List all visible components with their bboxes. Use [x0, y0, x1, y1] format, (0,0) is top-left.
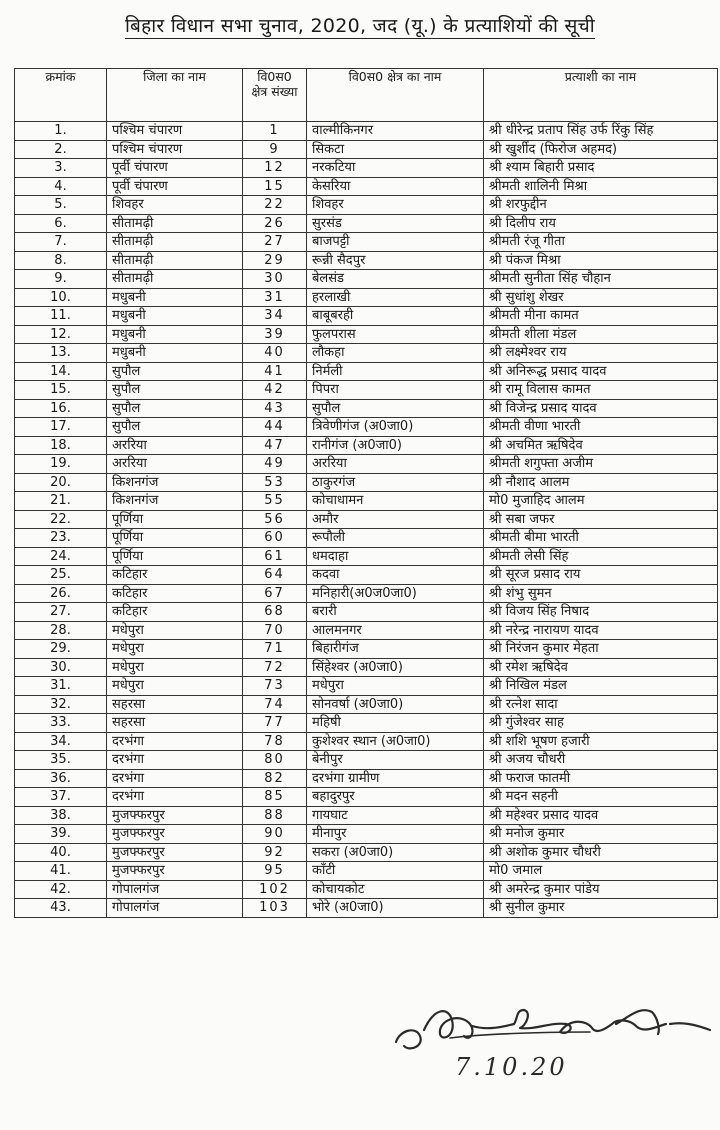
constituency-name-cell: सुरसंड [307, 214, 484, 233]
candidate-cell: श्री निरंजन कुमार मेहता [484, 640, 718, 659]
constituency-name-cell: ठाकुरगंज [307, 473, 484, 492]
constituency-number-cell: 9 [243, 140, 307, 159]
table-row [15, 233, 718, 252]
district-cell: दरभंगा [107, 751, 243, 770]
constituency-number-cell: 56 [243, 510, 307, 529]
table-row [15, 196, 718, 215]
constituency-number-cell: 39 [243, 325, 307, 344]
constituency-number-cell: 27 [243, 233, 307, 252]
constituency-number-cell: 42 [243, 381, 307, 400]
constituency-name-cell: फुलपरास [307, 325, 484, 344]
constituency-name-cell: त्रिवेणीगंज (अ0जा0) [307, 418, 484, 437]
candidate-cell: श्री दिलीप राय [484, 214, 718, 233]
table-row [15, 584, 718, 603]
constituency-name-cell: बाबूबरही [307, 307, 484, 326]
constituency-number-cell: 40 [243, 344, 307, 363]
constituency-number-cell: 34 [243, 307, 307, 326]
table-row [15, 307, 718, 326]
candidate-cell: श्री मदन सहनी [484, 788, 718, 807]
constituency-number-cell: 41 [243, 362, 307, 381]
constituency-name-cell: गायघाट [307, 806, 484, 825]
candidate-cell: श्रीमती बीमा भारती [484, 529, 718, 548]
table-row [15, 399, 718, 418]
constituency-name-cell: मधेपुरा [307, 677, 484, 696]
district-cell: सीतामढ़ी [107, 214, 243, 233]
candidate-cell: श्री शंभु सुमन [484, 584, 718, 603]
constituency-number-cell: 53 [243, 473, 307, 492]
district-cell: मधुबनी [107, 288, 243, 307]
table-row [15, 288, 718, 307]
constituency-number-cell: 95 [243, 862, 307, 881]
table-row [15, 714, 718, 733]
candidate-cell: श्री सुनील कुमार [484, 899, 718, 918]
candidate-cell: श्री अजय चौधरी [484, 751, 718, 770]
district-cell: सीतामढ़ी [107, 270, 243, 289]
candidate-cell: मो0 मुजाहिद आलम [484, 492, 718, 511]
table-row [15, 492, 718, 511]
candidate-cell: श्री शरफुद्दीन [484, 196, 718, 215]
candidate-cell: श्रीमती शगुफ्ता अजीम [484, 455, 718, 474]
table-row [15, 122, 718, 141]
sno-cell: 3. [15, 159, 107, 178]
candidate-cell: श्री नरेन्द्र नारायण यादव [484, 621, 718, 640]
header-sno: क्रमांक [15, 69, 107, 122]
district-cell: मुजफ्फरपुर [107, 825, 243, 844]
district-cell: दरभंगा [107, 732, 243, 751]
constituency-number-cell: 88 [243, 806, 307, 825]
sno-cell: 34. [15, 732, 107, 751]
district-cell: मुजफ्फरपुर [107, 806, 243, 825]
district-cell: मधेपुरा [107, 640, 243, 659]
table-row [15, 140, 718, 159]
district-cell: पूर्वी चंपारण [107, 177, 243, 196]
sno-cell: 13. [15, 344, 107, 363]
header-constituency-name: वि0स0 क्षेत्र का नाम [307, 69, 484, 122]
district-cell: सहरसा [107, 695, 243, 714]
constituency-name-cell: महिषी [307, 714, 484, 733]
header-candidate: प्रत्याशी का नाम [484, 69, 718, 122]
constituency-number-cell: 73 [243, 677, 307, 696]
sno-cell: 23. [15, 529, 107, 548]
table-row [15, 177, 718, 196]
candidate-cell: श्री पंकज मिश्रा [484, 251, 718, 270]
table-row [15, 899, 718, 918]
district-cell: गोपालगंज [107, 880, 243, 899]
constituency-name-cell: नरकटिया [307, 159, 484, 178]
constituency-name-cell: रून्नी सैदपुर [307, 251, 484, 270]
constituency-name-cell: निर्मली [307, 362, 484, 381]
constituency-name-cell: दरभंगा ग्रामीण [307, 769, 484, 788]
district-cell: पूर्वी चंपारण [107, 159, 243, 178]
constituency-name-cell: केसरिया [307, 177, 484, 196]
signature [390, 990, 720, 1100]
district-cell: मधुबनी [107, 344, 243, 363]
table-row [15, 751, 718, 770]
table-row [15, 658, 718, 677]
candidate-cell: श्री निखिल मंडल [484, 677, 718, 696]
district-cell: कटिहार [107, 584, 243, 603]
constituency-name-cell: अमौर [307, 510, 484, 529]
table-row [15, 695, 718, 714]
sno-cell: 8. [15, 251, 107, 270]
table-row [15, 769, 718, 788]
table-row [15, 418, 718, 437]
sno-cell: 43. [15, 899, 107, 918]
district-cell: किशनगंज [107, 492, 243, 511]
candidate-cell: श्रीमती लेसी सिंह [484, 547, 718, 566]
constituency-number-cell: 74 [243, 695, 307, 714]
district-cell: शिवहर [107, 196, 243, 215]
table-row [15, 547, 718, 566]
sno-cell: 33. [15, 714, 107, 733]
table-row [15, 436, 718, 455]
constituency-number-cell: 29 [243, 251, 307, 270]
constituency-number-cell: 15 [243, 177, 307, 196]
table-row [15, 806, 718, 825]
constituency-name-cell: सोनवर्षा (अ0जा0) [307, 695, 484, 714]
candidate-cell: श्री अमरेन्द्र कुमार पांडेय [484, 880, 718, 899]
constituency-name-cell: कदवा [307, 566, 484, 585]
candidate-cell: श्री रत्नेश सादा [484, 695, 718, 714]
district-cell: सुपौल [107, 362, 243, 381]
constituency-name-cell: सिकटा [307, 140, 484, 159]
sno-cell: 28. [15, 621, 107, 640]
constituency-number-cell: 43 [243, 399, 307, 418]
sno-cell: 4. [15, 177, 107, 196]
constituency-number-cell: 12 [243, 159, 307, 178]
candidate-cell: श्री नौशाद आलम [484, 473, 718, 492]
constituency-name-cell: मीनापुर [307, 825, 484, 844]
constituency-number-cell: 70 [243, 621, 307, 640]
district-cell: अररिया [107, 436, 243, 455]
table-row [15, 251, 718, 270]
district-cell: किशनगंज [107, 473, 243, 492]
constituency-name-cell: सुपौल [307, 399, 484, 418]
constituency-number-cell: 103 [243, 899, 307, 918]
candidate-cell: श्रीमती सुनीता सिंह चौहान [484, 270, 718, 289]
candidate-cell: श्री विजेन्द्र प्रसाद यादव [484, 399, 718, 418]
constituency-number-cell: 71 [243, 640, 307, 659]
constituency-name-cell: भोरे (अ0जा0) [307, 899, 484, 918]
table-row [15, 788, 718, 807]
sno-cell: 39. [15, 825, 107, 844]
constituency-name-cell: बेनीपुर [307, 751, 484, 770]
candidate-cell: श्री सबा जफर [484, 510, 718, 529]
district-cell: अररिया [107, 455, 243, 474]
table-row [15, 529, 718, 548]
header-district: जिला का नाम [107, 69, 243, 122]
constituency-name-cell: अररिया [307, 455, 484, 474]
constituency-number-cell: 55 [243, 492, 307, 511]
district-cell: गोपालगंज [107, 899, 243, 918]
district-cell: मधेपुरा [107, 658, 243, 677]
sno-cell: 19. [15, 455, 107, 474]
table-row [15, 381, 718, 400]
constituency-number-cell: 85 [243, 788, 307, 807]
candidate-cell: मो0 जमाल [484, 862, 718, 881]
constituency-name-cell: कुशेश्वर स्थान (अ0जा0) [307, 732, 484, 751]
table-row [15, 621, 718, 640]
constituency-number-cell: 82 [243, 769, 307, 788]
constituency-name-cell: आलमनगर [307, 621, 484, 640]
candidate-cell: श्री अनिरूद्ध प्रसाद यादव [484, 362, 718, 381]
district-cell: कटिहार [107, 566, 243, 585]
district-cell: सुपौल [107, 399, 243, 418]
constituency-name-cell: वाल्मीकिनगर [307, 122, 484, 141]
constituency-number-cell: 61 [243, 547, 307, 566]
district-cell: मधुबनी [107, 307, 243, 326]
constituency-name-cell: बरारी [307, 603, 484, 622]
sno-cell: 25. [15, 566, 107, 585]
sno-cell: 18. [15, 436, 107, 455]
sno-cell: 29. [15, 640, 107, 659]
document-title: बिहार विधान सभा चुनाव, 2020, जद (यू.) के प्रत्याशियों की सूची [125, 15, 595, 37]
constituency-number-cell: 60 [243, 529, 307, 548]
constituency-name-cell: बेलसंड [307, 270, 484, 289]
table-row [15, 510, 718, 529]
table-row [15, 640, 718, 659]
sno-cell: 41. [15, 862, 107, 881]
table-row [15, 566, 718, 585]
table-row [15, 473, 718, 492]
table-row [15, 880, 718, 899]
constituency-number-cell: 47 [243, 436, 307, 455]
sno-cell: 16. [15, 399, 107, 418]
table-row [15, 159, 718, 178]
table-row [15, 455, 718, 474]
constituency-number-cell: 80 [243, 751, 307, 770]
sno-cell: 12. [15, 325, 107, 344]
sno-cell: 7. [15, 233, 107, 252]
district-cell: मधुबनी [107, 325, 243, 344]
candidate-cell: श्री श्याम बिहारी प्रसाद [484, 159, 718, 178]
district-cell: मुजफ्फरपुर [107, 843, 243, 862]
candidate-cell: श्री खुर्शीद (फिरोज अहमद) [484, 140, 718, 159]
constituency-name-cell: रूपौली [307, 529, 484, 548]
table-row [15, 214, 718, 233]
sno-cell: 36. [15, 769, 107, 788]
sno-cell: 14. [15, 362, 107, 381]
constituency-name-cell: कोचायकोट [307, 880, 484, 899]
sno-cell: 31. [15, 677, 107, 696]
sno-cell: 11. [15, 307, 107, 326]
table-row [15, 603, 718, 622]
sno-cell: 5. [15, 196, 107, 215]
candidate-cell: श्रीमती शालिनी मिश्रा [484, 177, 718, 196]
table-row [15, 344, 718, 363]
sno-cell: 32. [15, 695, 107, 714]
constituency-name-cell: सिंहेश्वर (अ0जा0) [307, 658, 484, 677]
candidate-cell: श्रीमती रंजू गीता [484, 233, 718, 252]
candidate-cell: श्री सूरज प्रसाद राय [484, 566, 718, 585]
constituency-number-cell: 102 [243, 880, 307, 899]
constituency-name-cell: बाजपट्टी [307, 233, 484, 252]
candidate-cell: श्रीमती मीना कामत [484, 307, 718, 326]
district-cell: पूर्णिया [107, 529, 243, 548]
constituency-number-cell: 26 [243, 214, 307, 233]
sno-cell: 27. [15, 603, 107, 622]
table-row [15, 677, 718, 696]
candidate-cell: श्री लक्ष्मेश्वर राय [484, 344, 718, 363]
constituency-name-cell: बिहारीगंज [307, 640, 484, 659]
constituency-name-cell: लौकहा [307, 344, 484, 363]
district-cell: मुजफ्फरपुर [107, 862, 243, 881]
sno-cell: 37. [15, 788, 107, 807]
constituency-number-cell: 67 [243, 584, 307, 603]
constituency-name-cell: धमदाहा [307, 547, 484, 566]
district-cell: सुपौल [107, 381, 243, 400]
table-row [15, 325, 718, 344]
constituency-number-cell: 44 [243, 418, 307, 437]
constituency-number-cell: 77 [243, 714, 307, 733]
candidate-cell: श्री महेश्वर प्रसाद यादव [484, 806, 718, 825]
constituency-number-cell: 49 [243, 455, 307, 474]
candidate-cell: श्री सुधांशु शेखर [484, 288, 718, 307]
candidate-cell: श्री गुंजेश्वर साह [484, 714, 718, 733]
sno-cell: 2. [15, 140, 107, 159]
constituency-name-cell: सकरा (अ0जा0) [307, 843, 484, 862]
district-cell: पश्चिम चंपारण [107, 140, 243, 159]
constituency-number-cell: 78 [243, 732, 307, 751]
constituency-name-cell: कोचाधामन [307, 492, 484, 511]
constituency-number-cell: 22 [243, 196, 307, 215]
candidate-cell: श्री रमेश ऋषिदेव [484, 658, 718, 677]
district-cell: सहरसा [107, 714, 243, 733]
constituency-name-cell: पिपरा [307, 381, 484, 400]
candidate-cell: श्री मनोज कुमार [484, 825, 718, 844]
constituency-number-cell: 31 [243, 288, 307, 307]
sno-cell: 1. [15, 122, 107, 141]
district-cell: पूर्णिया [107, 547, 243, 566]
district-cell: सीतामढ़ी [107, 233, 243, 252]
district-cell: सुपौल [107, 418, 243, 437]
sno-cell: 9. [15, 270, 107, 289]
table-row [15, 862, 718, 881]
candidate-cell: श्रीमती शीला मंडल [484, 325, 718, 344]
constituency-name-cell: बहादुरपुर [307, 788, 484, 807]
district-cell: पूर्णिया [107, 510, 243, 529]
constituency-number-cell: 30 [243, 270, 307, 289]
table-row [15, 732, 718, 751]
sno-cell: 26. [15, 584, 107, 603]
candidate-cell: श्री अशोक कुमार चौधरी [484, 843, 718, 862]
district-cell: सीतामढ़ी [107, 251, 243, 270]
sno-cell: 17. [15, 418, 107, 437]
district-cell: दरभंगा [107, 769, 243, 788]
candidate-cell: श्री धीरेन्द्र प्रताप सिंह उर्फ रिंकु सिंह [484, 122, 718, 141]
sno-cell: 20. [15, 473, 107, 492]
district-cell: मधेपुरा [107, 677, 243, 696]
district-cell: मधेपुरा [107, 621, 243, 640]
candidate-cell: श्री विजय सिंह निषाद [484, 603, 718, 622]
constituency-name-cell: काँटी [307, 862, 484, 881]
district-cell: पश्चिम चंपारण [107, 122, 243, 141]
candidate-cell: श्री रामू विलास कामत [484, 381, 718, 400]
constituency-name-cell: शिवहर [307, 196, 484, 215]
district-cell: दरभंगा [107, 788, 243, 807]
constituency-name-cell: हरलाखी [307, 288, 484, 307]
candidate-table [14, 68, 718, 918]
constituency-number-cell: 1 [243, 122, 307, 141]
sno-cell: 6. [15, 214, 107, 233]
table-row [15, 362, 718, 381]
sno-cell: 22. [15, 510, 107, 529]
constituency-number-cell: 64 [243, 566, 307, 585]
signature-date: 7.10.20 [455, 1053, 568, 1081]
sno-cell: 35. [15, 751, 107, 770]
constituency-name-cell: मनिहारी(अ0ज0जा0) [307, 584, 484, 603]
candidate-cell: श्री अचमित ऋषिदेव [484, 436, 718, 455]
table-row [15, 843, 718, 862]
sno-cell: 15. [15, 381, 107, 400]
constituency-name-cell: रानीगंज (अ0जा0) [307, 436, 484, 455]
sno-cell: 30. [15, 658, 107, 677]
constituency-number-cell: 68 [243, 603, 307, 622]
sno-cell: 21. [15, 492, 107, 511]
constituency-number-cell: 92 [243, 843, 307, 862]
sno-cell: 42. [15, 880, 107, 899]
table-header-row [15, 69, 718, 122]
constituency-number-cell: 90 [243, 825, 307, 844]
sno-cell: 38. [15, 806, 107, 825]
constituency-number-cell: 72 [243, 658, 307, 677]
district-cell: कटिहार [107, 603, 243, 622]
candidate-cell: श्रीमती वीणा भारती [484, 418, 718, 437]
sno-cell: 10. [15, 288, 107, 307]
sno-cell: 24. [15, 547, 107, 566]
sno-cell: 40. [15, 843, 107, 862]
candidate-cell: श्री शशि भूषण हजारी [484, 732, 718, 751]
table-row [15, 825, 718, 844]
table-row [15, 270, 718, 289]
header-constituency-number: वि0स0 क्षेत्र संख्या [243, 69, 307, 122]
candidate-cell: श्री फराज फातमी [484, 769, 718, 788]
